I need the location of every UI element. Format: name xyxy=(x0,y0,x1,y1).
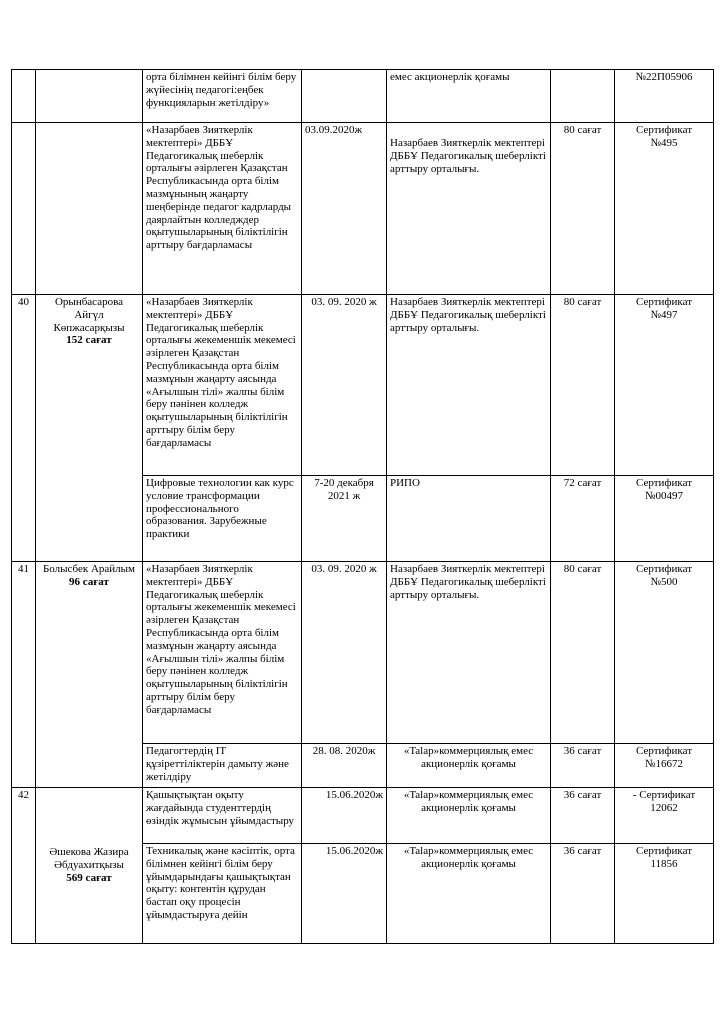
total-hours: 152 сағат xyxy=(66,334,112,347)
certificate-cell xyxy=(615,562,714,744)
certificate-cell xyxy=(615,744,714,788)
certificate-title: Сертификат xyxy=(636,563,692,575)
hours-cell: 80 сағат xyxy=(551,295,615,476)
organization-cell: Назарбаев Зияткерлік мектептері ДББҰ Педагогикалық шеберлікті арттыру орталығы. xyxy=(387,123,551,295)
course-cell: «Назарбаев Зияткерлік мектептері» ДББҰ Педагогикалық шеберлік орталығы жекеменшік мекемесі әзірлеген Қазақстан Республикасында орта білім мазмұнын жаңарту аясында «Ағылшын тілі» жалпы білім беру пәнінен колледж оқытушыларының біліктілігін арттыру білім беру бағдарламасы xyxy=(143,562,302,744)
organization-cell: «Talap»коммерциялық емес акционерлік қоғамы xyxy=(387,844,551,944)
course-cell: «Назарбаев Зияткерлік мектептері» ДББҰ Педагогикалық шеберлік орталығы жекеменшік мекемесі әзірлеген Қазақстан Республикасында орта білім мазмұнын жаңарту аясында «Ағылшын тілі» жалпы білім беру пәнінен колледж оқытушыларының біліктілігін арттыру білім беру бағдарламасы xyxy=(143,295,302,476)
certificate-title: - Сертификат xyxy=(632,789,696,801)
organization-cell: емес акционерлік қоғамы xyxy=(387,70,551,123)
table-row xyxy=(12,70,714,123)
row-number-cell xyxy=(12,123,36,295)
certificate-cell xyxy=(615,844,714,944)
certificate-number: №16672 xyxy=(645,757,683,770)
date-cell: 03. 09. 2020 ж xyxy=(302,562,387,744)
table-row xyxy=(12,123,714,295)
organization-cell: «Talap»коммерциялық емес акционерлік қоғамы xyxy=(387,788,551,844)
certificate-number: №22П05906 xyxy=(635,71,693,83)
person-cell xyxy=(36,788,143,944)
hours-cell xyxy=(551,70,615,123)
date-cell: 03. 09. 2020 ж xyxy=(302,295,387,476)
organization-cell: РИПО xyxy=(387,476,551,562)
course-cell: Педагогтердің IT құзіреттіліктерін дамыту және жетілдіру xyxy=(143,744,302,788)
certificate-number: 11856 xyxy=(650,857,678,870)
table-row xyxy=(12,295,714,476)
course-cell: «Назарбаев Зияткерлік мектептері» ДББҰ Педагогикалық шеберлік орталығы әзірлеген Қазақстан Республикасында орта білім мазмұнының жаңарту шеңберінде педагог кадрларды даярлайтын колледждер оқытушыларының біліктілігін арттыру бағдарламасы xyxy=(143,123,302,295)
person-name: Болысбек Арайлым xyxy=(42,563,136,575)
organization-cell: «Talap»коммерциялық емес акционерлік қоғамы xyxy=(387,744,551,788)
total-hours: 96 сағат xyxy=(69,575,109,588)
person-name: Әшекова Жазира Әбдуахитқызы xyxy=(49,846,129,872)
table-row xyxy=(12,562,714,744)
hours-cell: 80 сағат xyxy=(551,562,615,744)
row-number-cell: 41 xyxy=(12,562,36,788)
certificate-title: Сертификат xyxy=(636,477,692,489)
date-cell: 15.06.2020ж xyxy=(302,788,387,844)
certificate-number: №497 xyxy=(650,308,678,321)
course-cell: Қашықтықтан оқыту жағдайында студенттердің өзіндік жұмысын ұйымдастыру xyxy=(143,788,302,844)
course-cell: орта білімнен кейінгі білім беру жүйесінің педагогі:еңбек функцияларын жетілдіру» xyxy=(143,70,302,123)
organization-cell: Назарбаев Зияткерлік мектептері ДББҰ Педагогикалық шеберлікті арттыру орталығы. xyxy=(387,562,551,744)
date-cell: 28. 08. 2020ж xyxy=(302,744,387,788)
certificate-title: Сертификат xyxy=(636,745,692,757)
date-cell: 15.06.2020ж xyxy=(302,844,387,944)
person-cell xyxy=(36,123,143,295)
row-number-cell: 40 xyxy=(12,295,36,562)
certificate-cell xyxy=(615,123,714,295)
row-number-cell: 42 xyxy=(12,788,36,944)
person-cell xyxy=(36,562,143,788)
certificate-number: 12062 xyxy=(650,801,678,814)
certificate-title: Сертификат xyxy=(636,845,692,857)
hours-cell: 36 сағат xyxy=(551,744,615,788)
hours-cell: 36 сағат xyxy=(551,844,615,944)
certificate-title: Сертификат xyxy=(636,296,692,308)
person-cell xyxy=(36,295,143,562)
certificate-number: №495 xyxy=(650,136,678,149)
row-number-cell xyxy=(12,70,36,123)
organization-cell: Назарбаев Зияткерлік мектептері ДББҰ Педагогикалық шеберлікті арттыру орталығы. xyxy=(387,295,551,476)
certificate-cell xyxy=(615,295,714,476)
certificate-cell xyxy=(615,788,714,844)
person-name: Орынбасарова Айгүл Көпжасарқызы xyxy=(53,296,125,334)
course-cell: Цифровые технологии как курс условие трансформации профессионального образования. Зарубежные практики xyxy=(143,476,302,562)
certificate-cell xyxy=(615,70,714,123)
person-cell xyxy=(36,70,143,123)
certificate-number: №00497 xyxy=(645,489,683,502)
course-cell: Техникалық және кәсіптік, орта білімнен кейінгі білім беру ұйымдарындағы қашықтықтан оқыту: контентін құрудан бастап оқу процесін ұйымдастыруға дейін xyxy=(143,844,302,944)
date-cell: 03.09.2020ж xyxy=(302,123,387,295)
total-hours: 569 сағат xyxy=(66,871,112,884)
certificate-number: №500 xyxy=(650,575,678,588)
date-cell: 7-20 декабря 2021 ж xyxy=(302,476,387,562)
courses-table xyxy=(11,69,714,944)
certificate-title: Сертификат xyxy=(636,124,692,136)
hours-cell: 72 сағат xyxy=(551,476,615,562)
date-cell xyxy=(302,70,387,123)
table-row xyxy=(12,788,714,844)
hours-cell: 80 сағат xyxy=(551,123,615,295)
hours-cell: 36 сағат xyxy=(551,788,615,844)
certificate-cell xyxy=(615,476,714,562)
